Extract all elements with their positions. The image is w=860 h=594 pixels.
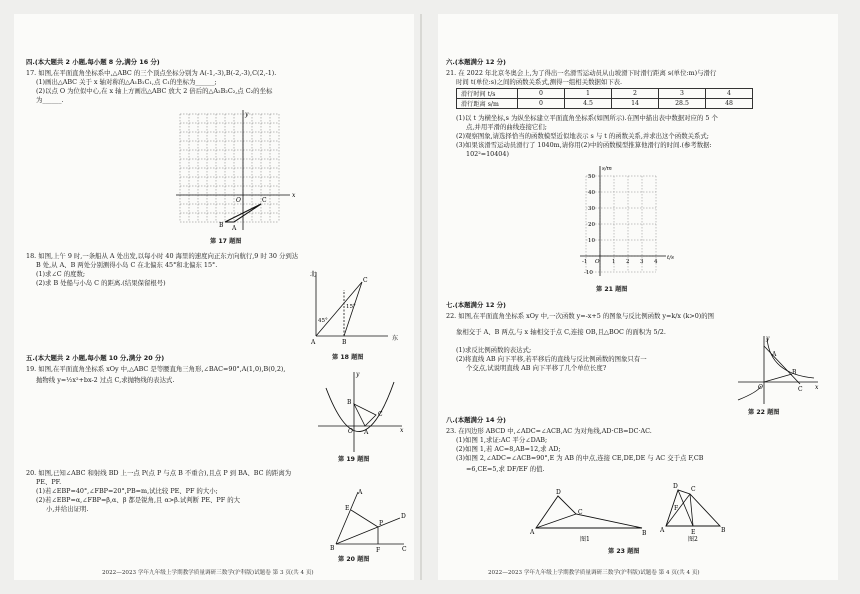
q22-line2: 象相交于 A、B 两点,与 x 轴相交于点 C,连接 OB,且△BOC 的面积为 5/2. bbox=[456, 328, 666, 336]
q23-fig1-label-b: B bbox=[642, 530, 647, 537]
q21-cell: 4.5 bbox=[565, 99, 612, 109]
q21-tick-4: 4 bbox=[654, 259, 658, 265]
q18-label-north: 北 bbox=[310, 271, 317, 278]
q20-line1: 20. 如图,已知∠ABC 和射线 BD 上一点 P(点 P 与点 B 不重合),且点 P 到 BA、BC 的距离为 bbox=[26, 469, 292, 477]
q21-cell: 4 bbox=[706, 89, 753, 99]
page-3 bbox=[14, 14, 414, 580]
q17-line1: 17. 如图,在平面直角坐标系中,△ABC 的三个顶点坐标分别为 A(-1,-3),B(-2,-3),C(2,-1). bbox=[26, 69, 277, 77]
q21-q2: (2)观察图象,请选择恰当的函数模型近似地表示 s 与 t 的函数关系,并求出这个函数关系式; bbox=[456, 132, 709, 140]
q22-figure bbox=[734, 334, 820, 406]
q23-fig1-diagonal-ac bbox=[536, 514, 576, 528]
q21-q3a: (3)如果该滑雪运动员滑行了 1040m,请你用(2)中的函数模型推算他滑行的时间.(参考数据: bbox=[456, 141, 712, 149]
q20-line3: (1)若∠EBP=40°,∠FBP=20°,PB=m,试比较 PE、PF 的大小; bbox=[36, 487, 218, 495]
q21-cell: 48 bbox=[706, 99, 753, 109]
q20-caption: 第 20 题图 bbox=[338, 556, 370, 563]
q23-fig1-label-d: D bbox=[556, 489, 561, 496]
q23-fig2-label-f: F bbox=[674, 505, 679, 512]
q23-line3: (2)如图 1,若 AC=8,AB=12,求 AD; bbox=[456, 445, 561, 453]
q18-label-45: 45° bbox=[318, 318, 328, 324]
q23-line5: =6,CE=5,求 DF/EF 的值. bbox=[466, 465, 545, 473]
q20-label-f: F bbox=[376, 547, 381, 554]
q21-tick-3: 3 bbox=[640, 259, 644, 265]
q22-label-b: B bbox=[792, 369, 797, 376]
q19-label-c: C bbox=[378, 411, 383, 418]
q22-hyperbola-q1 bbox=[767, 338, 814, 378]
q18-line1: 18. 如图,上午 9 时,一条船从 A 处出发,以每小时 40 海里的速度向正东方向航行,9 时 30 分到达 bbox=[26, 252, 299, 260]
q21-gridlines bbox=[586, 176, 656, 272]
q19-line2: 抛物线 y=½x²+bx-2 过点 C,求抛物线的表达式. bbox=[36, 376, 175, 384]
q23-fig2-label-a: A bbox=[660, 527, 665, 534]
q23-line1: 23. 在四边形 ABCD 中,∠ADC=∠ACB,AC 为对角线,AD·CB=DC·AC. bbox=[446, 427, 652, 435]
q21-row-s bbox=[457, 99, 753, 109]
q23-line2: (1)如图 1,求证:AC 平分∠DAB; bbox=[456, 436, 548, 444]
q17-line3: (2)以点 O 为位似中心,在 x 轴上方画出△ABC 放大 2 倍后的△A₂B₂C₂,点 C₂的坐标 bbox=[36, 87, 273, 95]
q21-label-t: t/s bbox=[667, 255, 674, 261]
section-5-header: 五.(本大题共 2 小题,每小题 10 分,满分 20 分) bbox=[26, 354, 165, 362]
q19-caption: 第 19 题图 bbox=[338, 456, 370, 463]
q22-label-o: O bbox=[758, 384, 763, 391]
q19-label-x: x bbox=[400, 427, 404, 434]
q18-caption: 第 18 题图 bbox=[332, 354, 364, 361]
q21-cell: 1 bbox=[565, 89, 612, 99]
q21-cell: 3 bbox=[659, 89, 706, 99]
page-gutter bbox=[420, 14, 422, 580]
q22-line3: (1)求反比例函数的表达式; bbox=[456, 346, 532, 354]
q21-data-table bbox=[456, 88, 753, 109]
section-4-header: 四.(本大题共 2 小题,每小题 8 分,满分 16 分) bbox=[26, 58, 160, 66]
q20-label-c: C bbox=[402, 546, 407, 553]
q17-grid-figure bbox=[174, 110, 304, 234]
q18-line4: (2)求 B 处船与小岛 C 的距离.(结果保留根号) bbox=[36, 279, 166, 287]
q17-caption: 第 17 题图 bbox=[210, 238, 242, 245]
q23-fig1-label-c: C bbox=[578, 509, 583, 516]
section-7-header: 七.(本题满分 12 分) bbox=[446, 301, 506, 309]
q23-figure-1 bbox=[530, 484, 650, 542]
q21-label-o: O bbox=[595, 259, 600, 265]
q21-cell: 2 bbox=[612, 89, 659, 99]
page-4 bbox=[438, 14, 838, 580]
q21-tick-50: 50 bbox=[588, 174, 595, 180]
q23-fig2-segment-ce bbox=[690, 494, 693, 526]
q18-label-a: A bbox=[311, 339, 316, 346]
q21-line2: 时间 t(单位:s)之间的函数关系式,测得一组相关数据如下表. bbox=[456, 78, 623, 86]
q18-label-b: B bbox=[342, 339, 347, 346]
q20-label-d: D bbox=[401, 513, 406, 520]
q20-line2: PE、PF. bbox=[36, 478, 62, 486]
q23-fig1-quadrilateral bbox=[536, 496, 642, 528]
q17-label-b: B bbox=[219, 222, 224, 229]
page-4-footer: 2022—2023 学年九年级上学期教学质量调研三数学(沪科版)试题卷 第 4 页(共 4 页) bbox=[488, 570, 700, 576]
q21-label-s: s/m bbox=[602, 166, 612, 172]
q21-cell: 28.5 bbox=[659, 99, 706, 109]
q17-gridlines bbox=[180, 114, 279, 222]
q22-line1: 22. 如图,在平面直角坐标系 xOy 中,一次函数 y=-x+5 的图象与反比例函数 y=k/x (k>0)的图 bbox=[446, 312, 715, 320]
q18-label-c: C bbox=[363, 277, 368, 284]
q23-line4: (3)如图 2,∠ADC=∠ACB=90°,E 为 AB 的中点,连接 CE,DE,DE 与 AC 交于点 F,CB bbox=[456, 454, 704, 462]
q22-line5: 个交点,试说明直线 AB 向下平移了几个单位长度? bbox=[466, 364, 607, 372]
q21-coordinate-grid bbox=[566, 164, 686, 282]
q23-fig1-label-a: A bbox=[530, 529, 535, 536]
q18-line2: B 处,从 A、B 两处分别测得小岛 C 在北偏东 45°和北偏东 15°. bbox=[36, 261, 218, 269]
q22-line-ab bbox=[764, 346, 800, 384]
q17-line2: (1)画出△ABC 关于 x 轴对称的△A₁B₁C₁,点 C₁的坐标为______; bbox=[36, 78, 217, 86]
q22-line4: (2)将直线 AB 向下平移,若平移后的直线与反比例函数的图象只有一 bbox=[456, 355, 647, 363]
q23-figure-2 bbox=[660, 480, 728, 542]
q18-line3: (1)求∠C 的度数; bbox=[36, 270, 86, 278]
q21-line1: 21. 在 2022 年北京冬奥会上,为了得出一名滑雪运动员从山坡滑下时滑行距离 s(单位:m)与滑行 bbox=[446, 69, 717, 77]
q23-caption: 第 23 题图 bbox=[608, 548, 640, 555]
q19-label-y: y bbox=[356, 371, 360, 378]
q17-line4: 为______. bbox=[36, 96, 64, 104]
q21-row-t bbox=[457, 89, 753, 99]
q20-line5: 小,并给出证明. bbox=[46, 505, 89, 513]
q22-caption: 第 22 题图 bbox=[748, 409, 780, 416]
q21-header-s: 滑行距离 s/m bbox=[457, 99, 518, 109]
q17-label-y: y bbox=[245, 111, 249, 118]
q17-label-o: O bbox=[236, 197, 241, 204]
q20-segment-pe bbox=[351, 510, 378, 527]
section-6-header: 六.(本题满分 12 分) bbox=[446, 58, 506, 66]
q21-header-t: 滑行时间 t/s bbox=[457, 89, 518, 99]
q23-fig2-label-d: D bbox=[673, 483, 678, 490]
q22-label-x: x bbox=[815, 384, 819, 391]
q19-line1: 19. 如图,在平面直角坐标系 xOy 中,△ABC 是等腰直角三角形,∠BAC=90°,A(1,0),B(0,2), bbox=[26, 365, 286, 373]
section-8-header: 八.(本题满分 14 分) bbox=[446, 416, 506, 424]
q18-label-15: 15° bbox=[346, 304, 356, 310]
q21-tick-30: 30 bbox=[588, 206, 595, 212]
q18-figure bbox=[304, 266, 400, 350]
q21-q3b: 102²=10404) bbox=[466, 150, 509, 158]
q17-label-x: x bbox=[292, 192, 296, 199]
q20-label-e: E bbox=[345, 505, 350, 512]
q19-label-o: O bbox=[348, 428, 353, 435]
q22-label-c: C bbox=[798, 386, 803, 393]
q19-figure bbox=[314, 368, 406, 454]
q21-cell: 0 bbox=[518, 89, 565, 99]
page-3-footer: 2022—2023 学年九年级上学期教学质量调研三数学(沪科版)试题卷 第 3 页(共 4 页) bbox=[102, 570, 314, 576]
q21-caption: 第 21 题图 bbox=[596, 286, 628, 293]
q23-fig2-label-b: B bbox=[721, 527, 726, 534]
q21-tick-neg10: -10 bbox=[584, 270, 593, 276]
q21-tick-neg1: -1 bbox=[582, 259, 588, 265]
q20-label-p: P bbox=[379, 520, 384, 527]
q19-label-a: A bbox=[364, 429, 369, 436]
q23-fig2-label-e: E bbox=[691, 529, 696, 536]
q22-label-a: A bbox=[772, 351, 777, 358]
q20-line4: (2)若∠EBP=α,∠FBP=β,α、β 都是锐角,且 α>β.试判断 PE、PF 的大 bbox=[36, 496, 240, 504]
q19-label-b: B bbox=[347, 399, 352, 406]
q17-label-a: A bbox=[232, 225, 237, 232]
q20-label-a: A bbox=[358, 489, 363, 496]
q23-fig1-title: 图1 bbox=[580, 536, 590, 542]
q22-label-y: y bbox=[766, 335, 770, 342]
q20-label-b: B bbox=[330, 545, 335, 552]
q21-q1b: 点,并用平滑的曲线连接它们; bbox=[466, 123, 547, 131]
q21-tick-10: 10 bbox=[588, 238, 595, 244]
q21-tick-1: 1 bbox=[612, 259, 616, 265]
q23-fig2-title: 图2 bbox=[688, 536, 698, 542]
q21-q1a: (1)以 t 为横坐标,s 为纵坐标建立平面直角坐标系(如图所示).在图中描出表中数据对应的 5 个 bbox=[456, 114, 718, 122]
q21-tick-2: 2 bbox=[626, 259, 630, 265]
q22-segment-ob bbox=[764, 374, 792, 382]
q21-tick-40: 40 bbox=[588, 190, 595, 196]
q21-cell: 0 bbox=[518, 99, 565, 109]
q20-figure bbox=[328, 488, 408, 554]
q19-triangle bbox=[354, 404, 376, 426]
q18-label-east: 东 bbox=[392, 335, 399, 342]
q17-label-c: C bbox=[262, 197, 267, 204]
q21-cell: 14 bbox=[612, 99, 659, 109]
q21-tick-20: 20 bbox=[588, 222, 595, 228]
q23-fig2-label-c: C bbox=[691, 486, 696, 493]
